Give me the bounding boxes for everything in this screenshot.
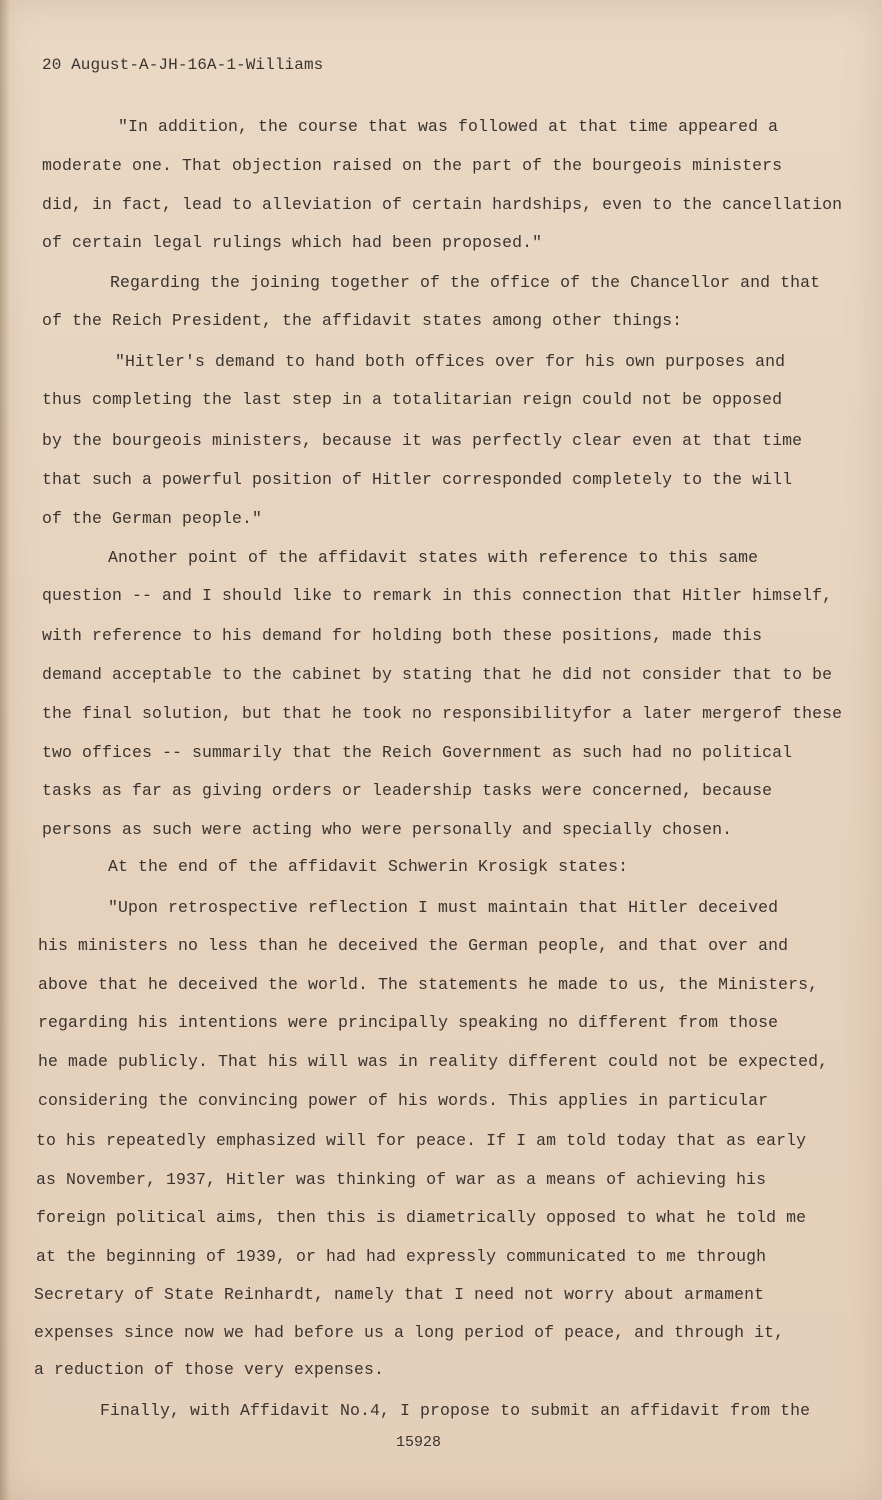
text-line: "Hitler's demand to hand both offices over for his own purposes and [115,352,786,371]
text-line: Finally, with Affidavit No.4, I propose to submit an affidavit from the [100,1401,811,1420]
text-line: with reference to his demand for holding both these positions, made this [42,626,763,645]
page-edge-shadow [0,0,10,1500]
text-line: "In addition, the course that was followed at that time appeared a [118,117,779,136]
text-line: to his repeatedly emphasized will for peace. If I am told today that as early [36,1131,807,1150]
text-line: Another point of the affidavit states with reference to this same [108,548,759,567]
text-line: as November, 1937, Hitler was thinking of war as a means of achieving his [36,1170,767,1189]
text-line: demand acceptable to the cabinet by stating that he did not consider that to be [42,665,833,684]
text-line: question -- and I should like to remark in this connection that Hitler himself, [42,586,833,605]
text-line: of the German people." [42,509,263,528]
text-line: two offices -- summarily that the Reich Government as such had no political [42,743,793,762]
text-line: moderate one. That objection raised on the part of the bourgeois ministers [42,156,783,175]
text-line: by the bourgeois ministers, because it was perfectly clear even at that time [42,431,803,450]
text-line: considering the convincing power of his words. This applies in particular [38,1091,769,1110]
text-line: Regarding the joining together of the office of the Chancellor and that [110,273,821,292]
text-line: foreign political aims, then this is diametrically opposed to what he told me [36,1208,807,1227]
text-line: he made publicly. That his will was in reality different could not be expected, [38,1052,829,1071]
text-line: a reduction of those very expenses. [34,1360,385,1379]
text-line: Secretary of State Reinhardt, namely that I need not worry about armament [34,1285,765,1304]
text-line: that such a powerful position of Hitler corresponded completely to the will [42,470,793,489]
text-line: thus completing the last step in a totalitarian reign could not be opposed [42,390,783,409]
text-line: at the beginning of 1939, or had had expressly communicated to me through [36,1247,767,1266]
text-line: the final solution, but that he took no responsibilityfor a later mergerof these [42,704,843,723]
text-line: persons as such were acting who were personally and specially chosen. [42,820,733,839]
text-line: tasks as far as giving orders or leadership tasks were concerned, because [42,781,773,800]
text-line: "Upon retrospective reflection I must maintain that Hitler deceived [108,898,779,917]
text-line: regarding his intentions were principally speaking no different from those [38,1013,779,1032]
text-line: of certain legal rulings which had been proposed." [42,233,543,252]
page-number: 15928 [396,1434,442,1451]
text-line: did, in fact, lead to alleviation of certain hardships, even to the cancellation [42,195,843,214]
text-line: At the end of the affidavit Schwerin Krosigk states: [108,857,629,876]
text-line: expenses since now we had before us a long period of peace, and through it, [34,1323,785,1342]
document-header: 20 August-A-JH-16A-1-Williams [42,56,324,74]
text-line: of the Reich President, the affidavit states among other things: [42,311,683,330]
text-line: above that he deceived the world. The statements he made to us, the Ministers, [38,975,819,994]
text-line: his ministers no less than he deceived the German people, and that over and [38,936,789,955]
